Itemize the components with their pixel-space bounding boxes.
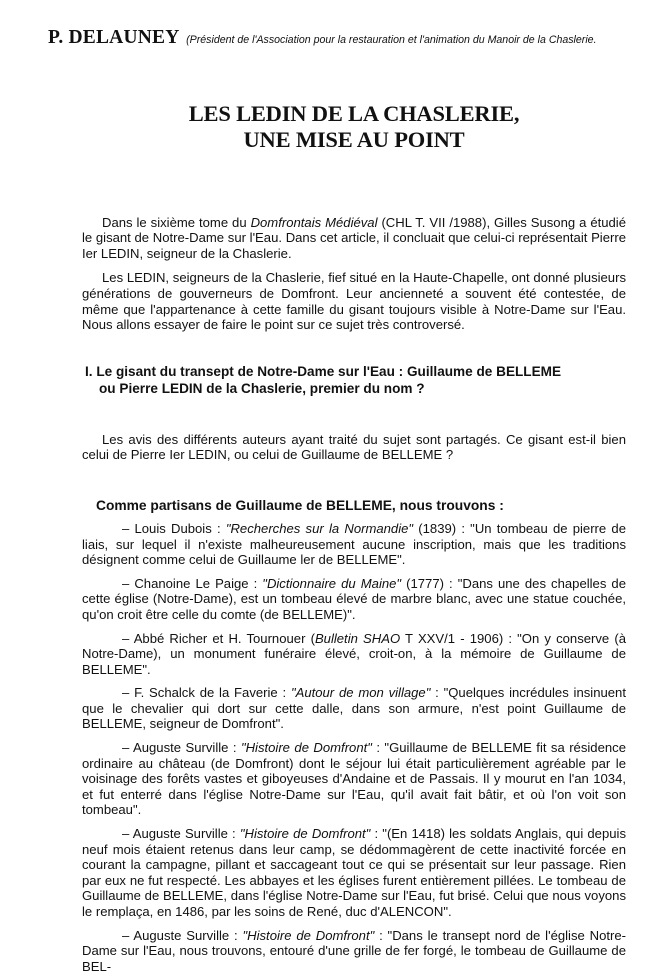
citation-work: "Histoire de Domfront" (240, 740, 372, 756)
section-heading (85, 363, 626, 397)
citation-author: – Louis Dubois : (122, 520, 226, 536)
partisans-heading: Comme partisans de Guillaume de BELLEME, nous trouvons : (96, 497, 504, 513)
citation-author: – Abbé Richer et H. Tournouer ( (122, 630, 315, 646)
citation-item (82, 685, 626, 732)
citation-item (82, 631, 626, 678)
citation-work: "Recherches sur la Normandie" (225, 520, 414, 536)
opinions-paragraph: Les avis des différents auteurs ayant traité du sujet sont partagés. Ce gisant est-il bien celui de Pierre Ier LEDIN, ou celui de Guillaume de BELLEME ? (82, 431, 626, 463)
citation-author: – Auguste Surville : (122, 740, 241, 756)
citation-item (82, 928, 626, 975)
citation-work: "Histoire de Domfront" (239, 826, 371, 842)
section-heading-line-2: ou Pierre LEDIN de la Chaslerie, premier du nom ? (99, 380, 425, 396)
intro-paragraph-1 (82, 215, 626, 262)
intro-paragraph-2: Les LEDIN, seigneurs de la Chaslerie, fief situé en la Haute-Chapelle, ont donné plusieurs générations de gouverneurs de Domfront. Leur ancienneté a souvent été contestée, de même que l'appartenance à cette famille du gisant toujours visible à Notre-Dame sur l'Eau. Nous allons essayer de faire le point sur ce sujet très controversé. (82, 270, 626, 333)
section-heading-line-1: I. Le gisant du transept de Notre-Dame sur l'Eau : Guillaume de BELLEME (85, 363, 562, 379)
author-affiliation: (Président de l'Association pour la restauration et l'animation du Manoir de la Chaslerie. (186, 34, 597, 46)
author-name: P. DELAUNEY (48, 27, 180, 48)
citation-item (82, 576, 626, 623)
citation-quote: : "Dans le transept nord de l'église Notre-Dame sur l'Eau, nous trouvons, entouré d'une grille de fer forgé, le tombeau de Guillaume de BEL- (82, 927, 626, 974)
citation-item (82, 521, 626, 568)
citation-quote: T XXV/1 - 1906) : "On y conserve (à Notre-Dame), un monument funéraire élevé, croit-on, à la mémoire de Guillaume de BELLEME". (82, 630, 626, 677)
citation-quote: (1777) : "Dans une des chapelles de cette église (Notre-Dame), est un tombeau élevé de marbre blanc, avec une statue couchée, qu'on croit être celle du comte (de BELLEME)". (82, 575, 626, 622)
citation-work: "Histoire de Domfront" (242, 927, 375, 943)
citation-quote: (1839) : "Un tombeau de pierre de liais, sur lequel il n'existe malheureusement aucune inscription, mais que les traditions désignent comme celui de Guillaume ler de BELLEME". (82, 520, 626, 568)
citation-quote: : "(En 1418) les soldats Anglais, qui depuis neuf mois étaient retenus dans leur camp, se dédommagèrent de cette inactivité forcée en courant la campagne, pillant et saccageant tout ce qui se présentait sur leur passage. Rien par eux ne fut respecté. Les abbayes et les églises furent entièrement pillées. Le tombeau de Guillaume de BELLEME, dans l'église Notre-Dame sur l'Eau, fut brisé. Celui que nous voyons le remplaça, en 1486, par les soins de René, duc d'ALENCON". (82, 826, 626, 919)
citation-work: Bulletin SHAO (314, 630, 401, 646)
intro-text: (CHL T. VII /1988), Gilles Susong a étudié le gisant de Notre-Dame sur l'Eau. Dans cet article, il concluait que celui-ci représentait Pierre Ier LEDIN, seigneur de la Chaslerie. (82, 214, 626, 261)
citation-author: – Chanoine Le Paige : (122, 575, 263, 591)
header (48, 27, 626, 49)
intro-text: Dans le sixième tome du (102, 214, 251, 230)
title-line-2: UNE MISE AU POINT (243, 126, 465, 152)
article-title (82, 101, 626, 153)
citation-quote: : "Quelques incrédules insinuent que le chevalier qui dort sur cette dalle, dans son armure, n'est point Guillaume de BELLEME, seigneur de Domfront". (82, 685, 626, 732)
title-line-1: LES LEDIN DE LA CHASLERIE, (188, 100, 520, 126)
citation-author: – Auguste Surville : (122, 826, 240, 842)
citation-work: "Autour de mon village" (290, 685, 431, 701)
citation-author: – Auguste Surville : (122, 927, 243, 943)
citation-author: – F. Schalck de la Faverie : (122, 685, 291, 701)
citation-work: "Dictionnaire du Maine" (262, 575, 402, 591)
citation-quote: : "Guillaume de BELLEME fit sa résidence ordinaire au château (de Domfront) dont le séjour lui était particulièrement agréable par le voisinage des forêts vastes et giboyeuses d'Andaine et de Passais. Il y mourut en l'an 1034, et fut enterré dans l'église Notre-Dame sur l'Eau, qu'il avait fait bâtir, et où l'on voit son tombeau". (82, 740, 626, 818)
citation-list (82, 521, 626, 974)
work-title: Domfrontais Médiéval (250, 214, 378, 230)
citation-item (82, 740, 626, 818)
citation-item (82, 826, 626, 920)
